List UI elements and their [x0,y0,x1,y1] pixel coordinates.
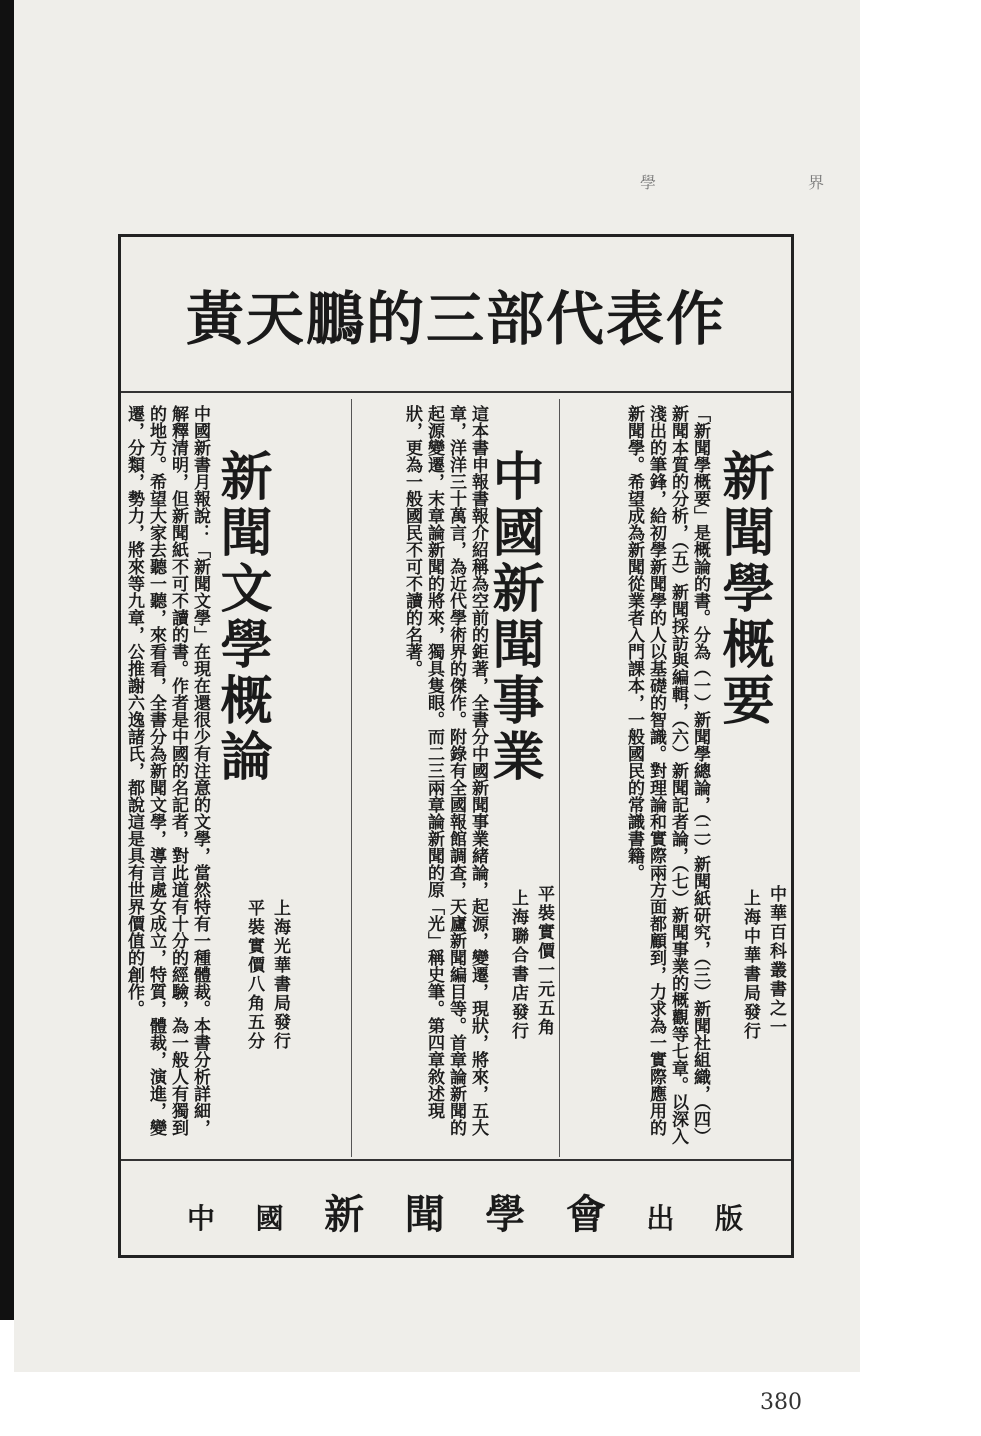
running-head: 學 界 [640,173,865,192]
book-title: 新聞文學概論 [211,449,272,785]
book-description: 中國新書月報說：「新聞文學」在現在還很少有注意的文學，當然特有一種體裁。本書分析詳細，解釋清明，但新聞紙不可不讀的書。作者是中國的名記者，對此道有十分的經驗，為一般人有獨到的地方。希望大家去聽一聽，來看看，全書分為新聞文學，導言處女成立，特質，體裁，演進，變遷，分類，勢力，將來等九章，公推謝六逸諸氏，都說這是具有世界價值的創作。 [124,405,210,1136]
footer-char: 國 [255,1202,284,1235]
book-title: 新聞學概要 [713,449,774,729]
footer-char: 出 [646,1202,675,1235]
page-number: 380 [760,1390,802,1415]
book-description: 這本書申報書報介紹稱為空前的鉅著，全書分中國新聞事業緒論，起源，變遷，現狀，將來，五大章，洋洋三十萬言，為近代學術界的傑作。附錄有全國報館調查，天廬新聞編目等。首章論新聞的起源變遷，末章論新聞的將來，獨具隻眼。而二三兩章論新聞的原「光」稱史筆。第四章敘述現狀，更為一般國民不可不讀的名著。 [402,405,488,1136]
book-series: 中華百科叢書之一 [766,885,786,1037]
advertisement-box [118,234,794,1258]
book-description: 「新聞學概要」是概論的書。分為（一）新聞學總論，（二）新聞紙研究，（三）新聞社組織，（四）新聞本質的分析，（五）新聞採訪與編輯，（六）新聞記者論，（七）新聞事業的概觀等七章。以深入淺出的筆鋒，給初學新聞學的人以基礎的智識。對理論和實際兩方面都顧到，力求為一實際應用的新聞學。希望成為新聞從業者入門課本，一般國民的常識書籍。 [624,405,710,1145]
footer-char: 會 [565,1191,606,1238]
footer-char: 聞 [404,1191,445,1238]
book-description-lead [295,405,349,875]
footer-char: 中 [187,1202,216,1235]
scan-left-edge [0,0,14,1320]
footer-char: 學 [485,1191,526,1238]
book-publisher: 上海中華書局發行 [740,889,760,1041]
ad-footer [121,1159,791,1255]
book-title: 中國新聞事業 [483,449,544,785]
ad-title: 黃天鵬的三部代表作 [185,285,726,353]
footer-publisher [187,1183,743,1240]
footer-char: 新 [324,1191,365,1238]
book-column-2 [353,399,560,1157]
book-publisher: 上海聯合書店發行 [508,889,528,1041]
book-price: 平裝實價八角五分 [244,899,264,1051]
book-column-3 [124,399,352,1157]
ad-title-row [121,237,791,393]
book-price: 平裝實價一元五角 [534,885,554,1037]
footer-char: 版 [714,1202,743,1235]
book-publisher: 上海光華書局發行 [270,899,290,1051]
book-column-1 [561,399,789,1157]
